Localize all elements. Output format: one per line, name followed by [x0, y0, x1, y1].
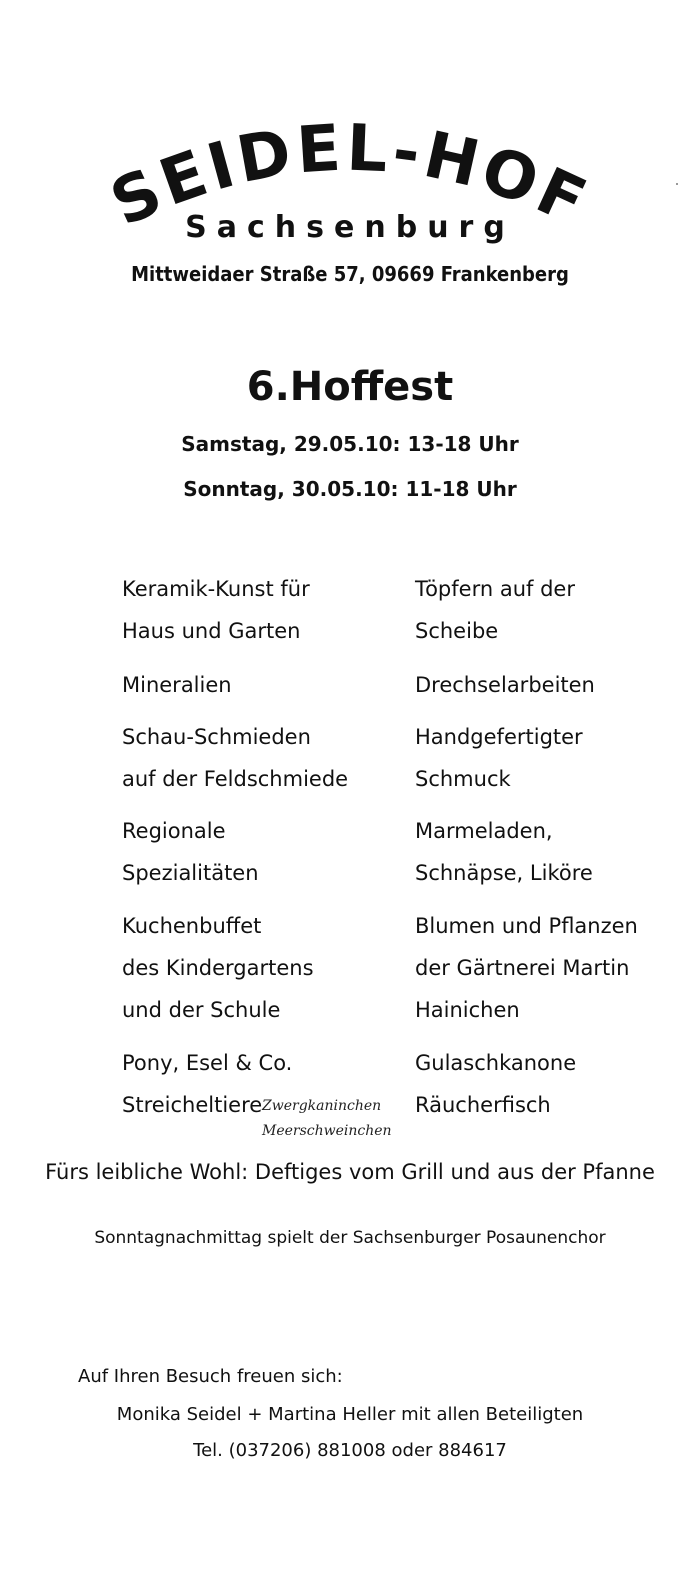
offer-line: Haus und Garten	[122, 619, 301, 643]
farm-title-arc-text: SEIDEL-HOF	[100, 111, 600, 242]
offer-line: Streicheltiere	[122, 1093, 263, 1117]
footer-phone: Tel. (037206) 881008 oder 884617	[193, 1440, 507, 1461]
offer-line: Schnäpse, Liköre	[415, 861, 593, 885]
offer-line: Mineralien	[122, 673, 232, 697]
offer-handmade-jewelry	[415, 716, 583, 800]
offer-line: Scheibe	[415, 619, 499, 643]
food-line: Fürs leibliche Wohl: Deftiges vom Grill und aus der Pfanne	[45, 1160, 655, 1184]
offer-line: Pony, Esel & Co.	[122, 1051, 293, 1075]
offer-line: auf der Feldschmiede	[122, 767, 349, 791]
offer-line: Räucherfisch	[415, 1093, 551, 1117]
offer-line: Marmeladen,	[415, 819, 553, 843]
offer-cake-buffet	[122, 905, 314, 1031]
offer-goulash-smoked-fish	[415, 1042, 576, 1126]
offer-blacksmith	[122, 716, 348, 800]
offer-line: der Gärtnerei Martin	[415, 956, 630, 980]
event-date-saturday: Samstag, 29.05.10: 13-18 Uhr	[181, 432, 519, 456]
offer-line: Drechselarbeiten	[415, 673, 595, 697]
offer-line: Töpfern auf der	[415, 577, 575, 601]
offer-minerals	[122, 664, 232, 706]
offer-woodturning	[415, 664, 595, 706]
offer-pottery-wheel	[415, 568, 575, 652]
handwritten-line: Zwergkaninchen	[262, 1098, 382, 1114]
offer-regional-specialties	[122, 810, 259, 894]
offer-line: Blumen und Pflanzen	[415, 914, 638, 938]
offer-flowers-plants	[415, 905, 638, 1031]
offer-line: Schmuck	[415, 767, 511, 791]
offer-line: Handgefertigter	[415, 725, 583, 749]
footer-hosts: Monika Seidel + Martina Heller mit allen Beteiligten	[116, 1404, 584, 1425]
offer-line: Kuchenbuffet	[122, 914, 262, 938]
offer-jams-liquors	[415, 810, 593, 894]
footer-greeting: Auf Ihren Besuch freuen sich:	[78, 1366, 343, 1387]
offer-line: Regionale	[122, 819, 226, 843]
scan-speck	[676, 183, 678, 185]
offer-line: Hainichen	[415, 998, 520, 1022]
event-title: 6.Hoffest	[246, 364, 454, 410]
offer-line: Schau-Schmieden	[122, 725, 311, 749]
offer-ceramics	[122, 568, 310, 652]
location-subtitle: Sachsenburg	[185, 210, 515, 245]
offer-line: Spezialitäten	[122, 861, 259, 885]
offer-line: Gulaschkanone	[415, 1051, 577, 1075]
music-line: Sonntagnachmittag spielt der Sachsenburger Posaunenchor	[94, 1228, 606, 1248]
handwritten-note	[262, 1094, 392, 1144]
offer-line: Keramik-Kunst für	[122, 577, 310, 601]
handwritten-line: Meerschweinchen	[262, 1123, 392, 1139]
offer-line: des Kindergartens	[122, 956, 314, 980]
offer-line: und der Schule	[122, 998, 281, 1022]
event-date-sunday: Sonntag, 30.05.10: 11-18 Uhr	[183, 477, 517, 501]
farm-address: Mittweidaer Straße 57, 09669 Frankenberg	[131, 262, 569, 286]
